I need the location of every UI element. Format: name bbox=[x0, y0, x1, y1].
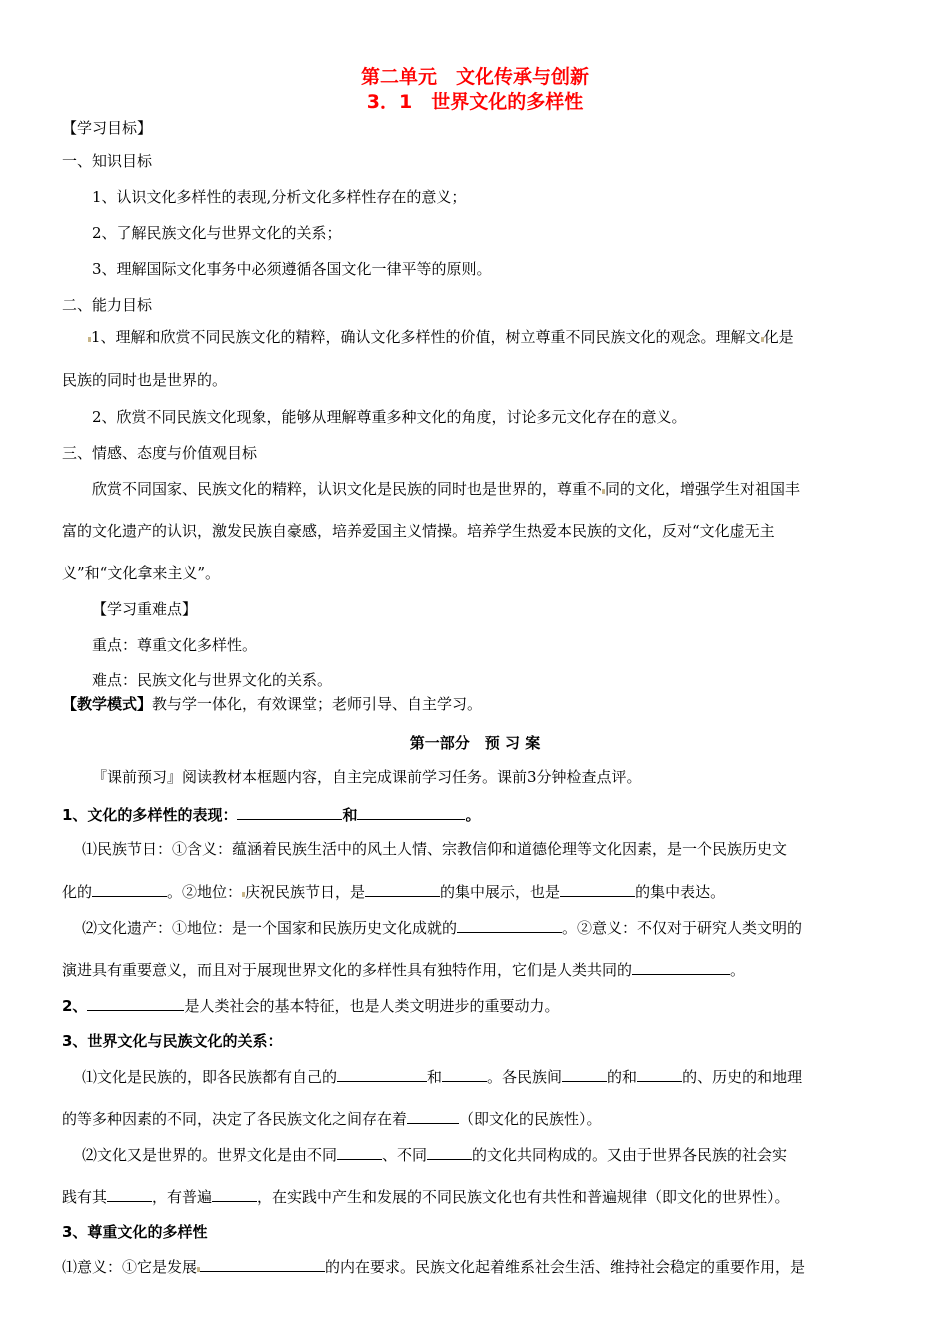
answer-blank[interactable] bbox=[357, 804, 465, 820]
unit-title: 第二单元 文化传承与创新 bbox=[360, 66, 589, 88]
ability-item-1-cont: 民族的同时也是世界的。 bbox=[62, 371, 228, 389]
difficulty-header: 【学习重难点】 bbox=[92, 600, 198, 618]
question-4: 3、尊重文化的多样性 bbox=[62, 1223, 208, 1241]
question-3b-cont: 践有其 ，有普遍 ，在实践中产生和发展的不同民族文化也有共性和普遍规律（即文化的世界性）。 bbox=[62, 1188, 790, 1206]
answer-blank[interactable] bbox=[92, 881, 167, 897]
answer-blank[interactable] bbox=[87, 995, 184, 1011]
question-1a-cont: 化的 。②地位： 庆祝民族节日，是 的集中展示，也是 的集中表达。 bbox=[62, 883, 726, 901]
preview-text: 『课前预习』阅读教材本框题内容，自主完成课前学习任务。课前3分钟检查点评。 bbox=[92, 768, 642, 786]
question-3a-cont: 的等多种因素的不同，决定了各民族文化之间存在着 （即文化的民族性）。 bbox=[62, 1110, 602, 1128]
answer-blank[interactable] bbox=[365, 881, 440, 897]
emotion-text: 义”和“文化拿来主义”。 bbox=[62, 564, 221, 582]
answer-blank[interactable] bbox=[637, 1066, 682, 1082]
question-3: 3、世界文化与民族文化的关系： bbox=[62, 1032, 283, 1050]
knowledge-item: 2、了解民族文化与世界文化的关系； bbox=[92, 224, 342, 242]
question-1: 1、文化的多样性的表现： 和 。 bbox=[62, 806, 481, 824]
question-3b: ⑵文化又是世界的。世界文化是由不同 、不同 的文化共同构成的。又由于世界各民族的社会实 bbox=[82, 1146, 788, 1164]
question-3a: ⑴文化是民族的，即各民族都有自己的 和 。各民族间 的和 的、历史的和地理 bbox=[82, 1068, 803, 1086]
part1-title: 第一部分 预 习 案 bbox=[409, 734, 541, 752]
question-4-1: ⑴意义：①它是发展 的内在要求。民族文化起着维系社会生活、维持社会稳定的重要作用，是 bbox=[62, 1258, 806, 1276]
question-1b: ⑵文化遗产：①地位：是一个国家和民族历史文化成就的 。②意义：不仅对于研究人类文明的 bbox=[82, 919, 803, 937]
answer-blank[interactable] bbox=[442, 1066, 487, 1082]
lesson-title: 3．1 世界文化的多样性 bbox=[366, 91, 584, 113]
question-1a: ⑴民族节日：①含义：蕴涵着民族生活中的风土人情、宗教信仰和道德伦理等文化因素，是一个民族历史文 bbox=[82, 840, 788, 858]
answer-blank[interactable] bbox=[107, 1186, 152, 1202]
knowledge-header: 一、知识目标 bbox=[62, 152, 153, 170]
answer-blank[interactable] bbox=[200, 1256, 325, 1272]
answer-blank[interactable] bbox=[337, 1066, 427, 1082]
answer-blank[interactable] bbox=[212, 1186, 257, 1202]
answer-blank[interactable] bbox=[560, 881, 635, 897]
key-point: 重点：尊重文化多样性。 bbox=[92, 636, 258, 654]
question-2: 2、 是人类社会的基本特征，也是人类文明进步的重要动力。 bbox=[62, 997, 560, 1015]
answer-blank[interactable] bbox=[562, 1066, 607, 1082]
hard-point: 难点：民族文化与世界文化的关系。 bbox=[92, 671, 333, 689]
ability-item-1: 1、理解和欣赏不同民族文化的精粹，确认文化多样性的价值，树立尊重不同民族文化的观念。理解文 化是 bbox=[88, 327, 794, 347]
emotion-header: 三、情感、态度与价值观目标 bbox=[62, 444, 258, 462]
emotion-text: 欣赏不同国家、民族文化的精粹，认识文化是民族的同时也是世界的，尊重不 同的文化，增强学生对祖国丰 bbox=[92, 480, 801, 498]
emotion-text: 富的文化遗产的认识，激发民族自豪感，培养爱国主义情操。培养学生热爱本民族的文化，反对“文化虚无主 bbox=[62, 522, 775, 540]
answer-blank[interactable] bbox=[457, 917, 562, 933]
objectives-header: 【学习目标】 bbox=[62, 119, 153, 137]
question-1b-cont: 演进具有重要意义，而且对于展现世界文化的多样性具有独特作用，它们是人类共同的 。 bbox=[62, 961, 746, 979]
ability-item-2: 2、欣赏不同民族文化现象，能够从理解尊重多种文化的角度，讨论多元文化存在的意义。 bbox=[92, 408, 687, 426]
answer-blank[interactable] bbox=[632, 959, 730, 975]
answer-blank[interactable] bbox=[237, 804, 342, 820]
ability-header: 二、能力目标 bbox=[62, 296, 153, 314]
answer-blank[interactable] bbox=[427, 1144, 472, 1160]
knowledge-item: 1、认识文化多样性的表现,分析文化多样性存在的意义； bbox=[92, 188, 467, 206]
knowledge-item: 3、理解国际文化事务中必须遵循各国文化一律平等的原则。 bbox=[92, 260, 492, 278]
answer-blank[interactable] bbox=[337, 1144, 382, 1160]
teaching-mode: 【教学模式】教与学一体化，有效课堂；老师引导、自主学习。 bbox=[62, 695, 483, 713]
answer-blank[interactable] bbox=[407, 1108, 459, 1124]
